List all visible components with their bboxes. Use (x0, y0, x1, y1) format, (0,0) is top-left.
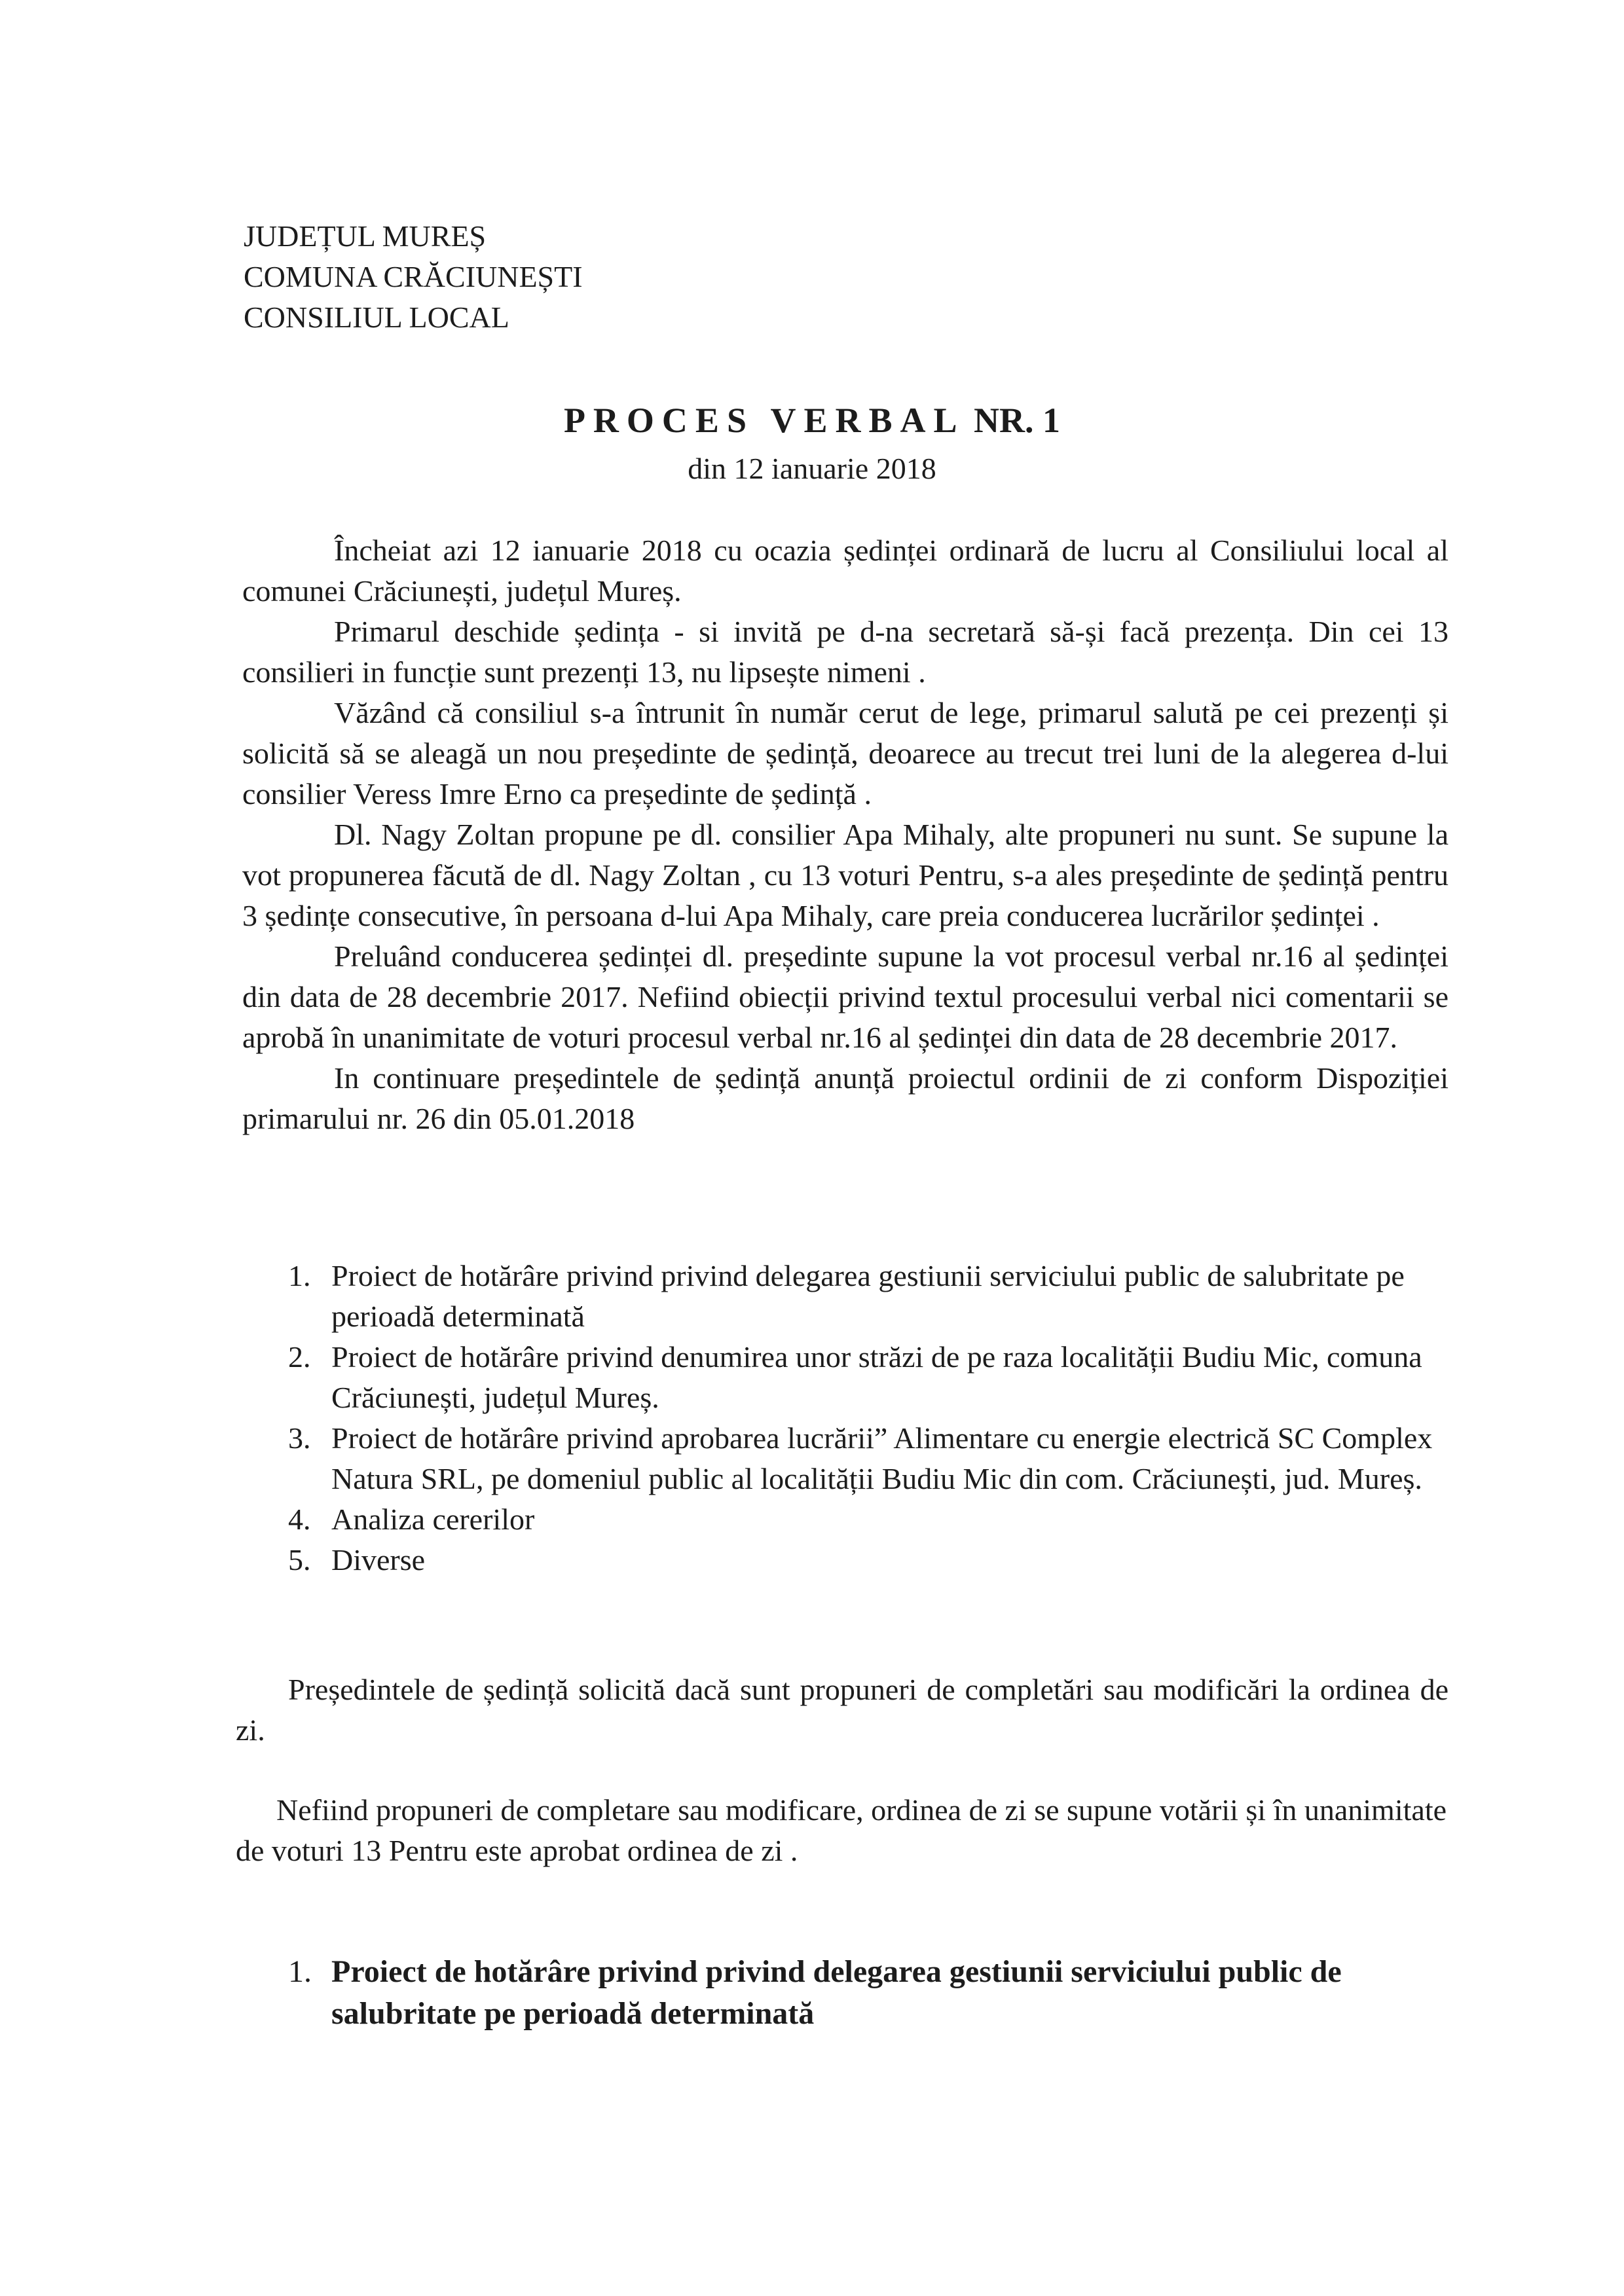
agenda-item (288, 1540, 1460, 1580)
header-county: JUDEȚUL MUREȘ (244, 219, 487, 253)
title-number: NR. 1 (974, 401, 1061, 440)
agenda-item-text: Proiect de hotărâre privind aprobarea lucrării” Alimentare cu energie electrică SC Complex Natura SRL, pe domeniul public al localității Budiu Mic din com. Crăciunești, jud. Mureș. (331, 1421, 1433, 1495)
paragraph-agenda-changes: Președintele de ședință solicită dacă sunt propuneri de completări sau modificări la ordinea de zi. (236, 1673, 1449, 1747)
paragraph-quorum: Văzând că consiliul s-a întrunit în număr cerut de lege, primarul salută pe cei prezenți și solicită să se aleagă un nou președinte de ședință, deoarece au trecut trei luni de la alegerea d-lui consilier Veress Imre Erno ca președinte de ședință . (242, 696, 1449, 811)
section-heading-1 (288, 1951, 1460, 2035)
section-title: Proiect de hotărâre privind privind delegarea gestiunii serviciului public de salubritate pe perioadă determinată (331, 1954, 1342, 2031)
agenda-item-text: Proiect de hotărâre privind privind delegarea gestiunii serviciului public de salubritate pe perioadă determinată (331, 1259, 1405, 1333)
agenda-item-text: Analiza cererilor (331, 1503, 535, 1536)
intro-section (242, 530, 1449, 1139)
paragraph-minutes-approval: Preluând conducerea ședinței dl. președinte supune la vot procesul verbal nr.16 al ședinței din data de 28 decembrie 2017. Nefiind obiecții privind textul procesului verbal nici comentarii se aprobă în unanimitate de voturi procesul verbal nr.16 al ședinței din data de 28 decembrie 2017. (242, 939, 1449, 1054)
paragraph-agenda-intro: In continuare președintele de ședință anunță proiectul ordinii de zi conform Dispoziției primarului nr. 26 din 05.01.2018 (242, 1061, 1449, 1135)
agenda-item (288, 1418, 1460, 1499)
agenda-item (288, 1499, 1460, 1540)
agenda-item-number: 1. (288, 1259, 311, 1292)
agenda-item-number: 4. (288, 1503, 311, 1536)
agenda-item (288, 1337, 1460, 1418)
agenda-item-text: Proiect de hotărâre privind denumirea unor străzi de pe raza localității Budiu Mic, comuna Crăciunești, județul Mureș. (331, 1340, 1422, 1414)
agenda-item-text: Diverse (331, 1543, 426, 1576)
paragraph-opening: Încheiat azi 12 ianuarie 2018 cu ocazia ședinței ordinară de lucru al Consiliului local al comunei Crăciunești, județul Mureș. (242, 534, 1449, 608)
header-council: CONSILIUL LOCAL (244, 301, 509, 334)
document-header (244, 216, 583, 338)
paragraph-election: Dl. Nagy Zoltan propune pe dl. consilier Apa Mihaly, alte propuneri nu sunt. Se supune la vot propunerea făcută de dl. Nagy Zoltan , cu 13 voturi Pentru, s-a ales președinte de ședință pentru 3 ședințe consecutive, în persoana d-lui Apa Mihaly, care preia conducerea lucrărilor ședinței . (242, 818, 1449, 932)
agenda-item-number: 2. (288, 1340, 311, 1374)
agenda-item-number: 5. (288, 1543, 311, 1576)
paragraph-agenda-vote: Nefiind propuneri de completare sau modificare, ordinea de zi se supune votării și în unanimitate de voturi 13 Pentru este aprobat ordinea de zi . (236, 1793, 1447, 1867)
agenda-item-number: 3. (288, 1421, 311, 1455)
section-number: 1. (288, 1954, 312, 1989)
agenda-list (288, 1256, 1460, 1580)
title-text: PROCES VERBAL (563, 401, 965, 440)
agenda-item (288, 1256, 1460, 1337)
document-date: din 12 ianuarie 2018 (688, 452, 936, 485)
header-commune: COMUNA CRĂCIUNEȘTI (244, 260, 583, 293)
document-title (0, 399, 1624, 441)
paragraph-attendance: Primarul deschide ședința - si invită pe d-na secretară să-și facă prezența. Din cei 13 consilieri in funcție sunt prezenți 13, nu lipsește nimeni . (242, 615, 1449, 689)
